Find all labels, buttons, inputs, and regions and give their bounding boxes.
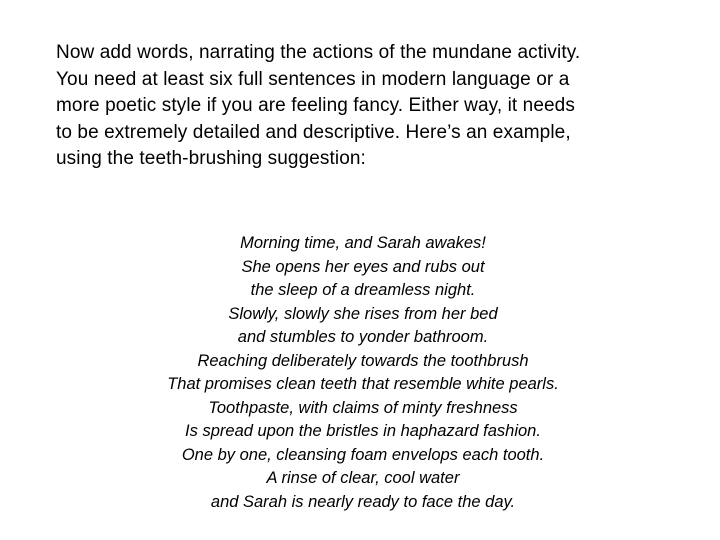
poem-line: Morning time, and Sarah awakes! <box>240 234 486 252</box>
poem-line: Is spread upon the bristles in haphazard fashion. <box>185 422 541 440</box>
poem-line: That promises clean teeth that resemble white pearls. <box>167 375 559 393</box>
example-poem <box>0 232 720 514</box>
instructions-paragraph <box>56 40 676 173</box>
poem-line: Toothpaste, with claims of minty freshness <box>208 398 518 417</box>
poem-line: One by one, cleansing foam envelops each tooth. <box>181 445 545 464</box>
instructions-line: using the teeth-brushing suggestion: <box>56 148 366 169</box>
poem-line: the sleep of a dreamless night. <box>250 281 476 299</box>
poem-line: Reaching deliberately towards the toothbrush <box>197 351 529 370</box>
instructions-line: to be extremely detailed and descriptive. Here’s an example, <box>56 121 571 143</box>
poem-line: Slowly, slowly she rises from her bed <box>228 304 498 323</box>
poem-line: and stumbles to yonder bathroom. <box>237 328 489 346</box>
instructions-line: more poetic style if you are feeling fancy. Either way, it needs <box>56 95 575 116</box>
poem-line: She opens her eyes and rubs out <box>241 257 485 276</box>
instructions-line: Now add words, narrating the actions of the mundane activity. <box>56 42 581 63</box>
instructions-line: You need at least six full sentences in modern language or a <box>56 68 570 90</box>
poem-line: A rinse of clear, cool water <box>266 469 460 487</box>
poem-line: and Sarah is nearly ready to face the day. <box>210 492 516 511</box>
